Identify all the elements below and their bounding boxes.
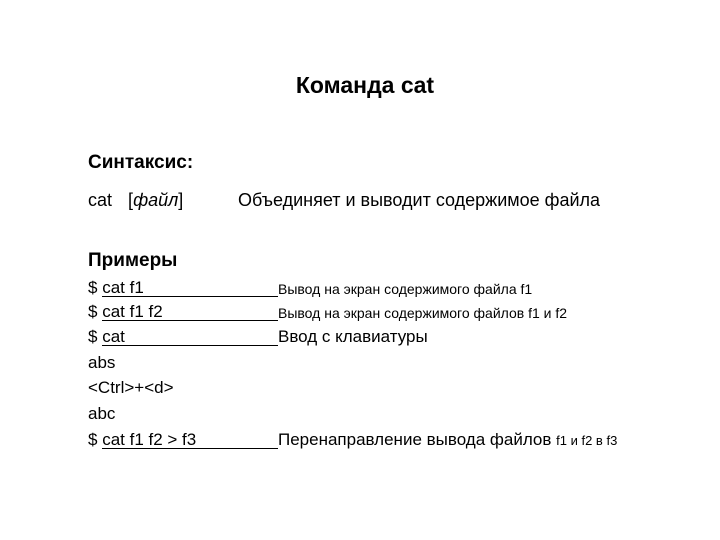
- prompt-symbol: $: [88, 302, 98, 321]
- example-row: [88, 278, 688, 300]
- output-line: abc: [88, 404, 116, 423]
- leader-line: [102, 296, 278, 297]
- syntax-command: cat: [88, 190, 113, 210]
- syntax-description: Объединяет и выводит содержимое файла: [238, 190, 601, 210]
- input-line: abs: [88, 353, 116, 372]
- example-description: Ввод с клавиатуры: [278, 327, 428, 346]
- examples-heading: Примеры: [88, 250, 178, 271]
- leader-line: [102, 345, 278, 346]
- syntax-argument: [файл]: [128, 190, 184, 210]
- example-command: [88, 430, 196, 450]
- example-row: [88, 302, 688, 324]
- example-description: [278, 430, 617, 450]
- syntax-usage: [88, 190, 183, 211]
- example-command: [88, 302, 163, 322]
- command-text: cat f1 f2 > f3: [102, 430, 197, 449]
- example-command: [88, 278, 144, 298]
- description-main: Перенаправление вывода файлов: [278, 430, 552, 449]
- leader-line: [102, 448, 278, 449]
- syntax-heading: Синтаксис:: [88, 152, 194, 173]
- example-command: [88, 327, 125, 347]
- prompt-symbol: $: [88, 278, 98, 297]
- page-title: Команда cat: [295, 72, 435, 98]
- example-row: [88, 327, 688, 349]
- leader-line: [102, 320, 278, 321]
- prompt-symbol: $: [88, 327, 98, 346]
- example-description: Вывод на экран содержимого файла f1: [278, 281, 533, 297]
- example-description: Вывод на экран содержимого файлов f1 и f2: [278, 305, 568, 321]
- command-text: cat f1 f2: [102, 302, 163, 321]
- command-text: cat f1: [102, 278, 144, 297]
- example-row: [88, 430, 688, 452]
- prompt-symbol: $: [88, 430, 98, 449]
- command-text: cat: [102, 327, 125, 346]
- description-tail: f1 и f2 в f3: [556, 433, 618, 448]
- input-line: <Ctrl>+<d>: [88, 378, 174, 397]
